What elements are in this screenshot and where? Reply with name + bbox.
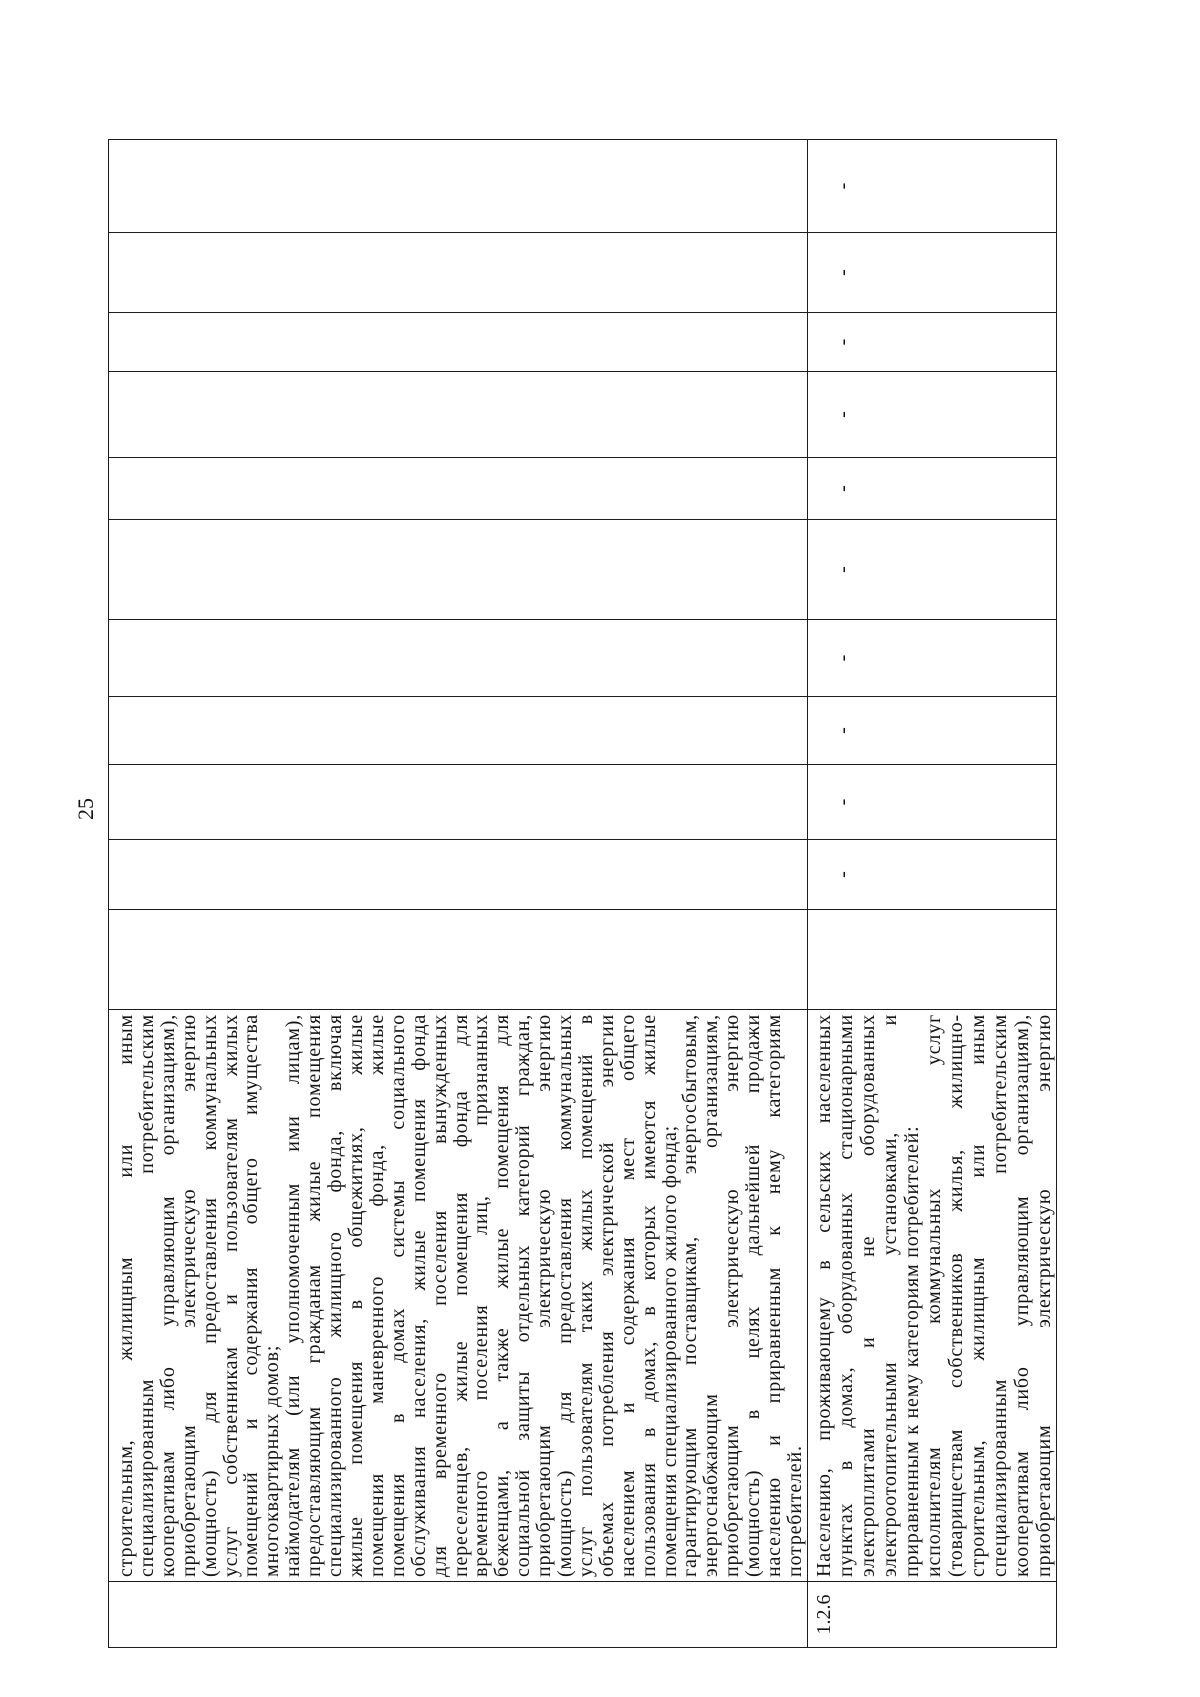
dash-mark: - [832,182,854,190]
value-box [808,910,1056,1009]
value-cell [109,458,808,520]
row-description [808,1010,1056,1581]
value-box [808,765,1056,839]
text-line: помещений и содержания общего имущества [240,1014,263,1577]
value-box [109,520,807,619]
text-line: гарантирующим поставщикам, энергосбытовым, [679,1014,702,1577]
value-box [808,620,1056,696]
value-cell [109,313,808,372]
value-box [109,910,807,1009]
value-cell [808,765,1057,840]
value-cell [808,233,1057,313]
value-box [808,520,1056,619]
text-line: услуг собственникам и пользователям жилых [219,1014,242,1577]
text-line: предоставляющим гражданам жилые помещения [303,1014,326,1577]
dash-mark: - [832,798,854,806]
text-line: приобретающим электрическую энергию [721,1014,744,1577]
text-line: жилые помещения в общежитиях, жилые [344,1014,367,1577]
value-box [109,372,807,457]
dash-mark: - [832,727,854,734]
value-box [109,620,807,696]
value-cell [808,697,1057,765]
value-cell [109,697,808,765]
row-description-cell [109,1010,808,1582]
value-box [808,140,1056,232]
value-cell [109,140,808,233]
row-description [109,1010,807,1581]
value-cell [109,840,808,910]
table-row [808,140,1057,1648]
value-cell [808,140,1057,233]
value-cell [109,372,808,458]
text-line: приобретающим электрическую энергию [1033,1014,1055,1577]
value-box [109,458,807,519]
text-line: электроотопительными установками, и [879,1014,901,1577]
text-line: специализированного жилищного фонда, включая [324,1014,347,1577]
dash-mark: - [832,411,854,418]
row-number: 1.2.6 [813,1594,835,1635]
value-cell [109,765,808,840]
text-line: кооперативам либо управляющим организациям), [1011,1014,1033,1577]
text-line: строительным, жилищным или иным [115,1014,137,1577]
table-row [109,140,808,1648]
value-box [808,233,1056,312]
text-line: пользования в домах, в которых имеются жилые [637,1014,660,1577]
value-box [808,372,1056,457]
row-description-cell [808,1010,1057,1582]
text-line: строительным, жилищным или иным [967,1014,989,1577]
text-line: социальной защиты отдельных категорий граждан, [512,1014,535,1577]
text-line: приобретающим электрическую энергию [533,1014,556,1577]
text-line: энергоснабжающим организациям, [700,1014,723,1577]
value-cell [808,840,1057,910]
value-cell [808,372,1057,458]
value-box [109,233,807,312]
text-line: помещения маневренного фонда, жилые [365,1014,388,1577]
row-number-cell [808,1582,1057,1648]
text-line: услуг пользователям таких жилых помещений в [574,1014,597,1577]
row-number-box [109,1582,807,1647]
text-line: (мощность) для предоставления коммунальных [554,1014,577,1577]
value-cell [109,520,808,620]
page-number: 25 [73,798,98,820]
text-line: специализированным потребительским [989,1014,1011,1577]
text-line: помещения специализированного жилого фонда; [658,1125,681,1577]
value-box [808,458,1056,519]
value-box [109,840,807,909]
dash-mark: - [832,871,854,878]
text-line: (товариществам собственников жилья, жилищно- [945,1014,967,1577]
dash-mark: - [832,269,854,276]
row-number-cell [109,1582,808,1648]
text-line: Населению, проживающему в сельских населенных [813,1014,835,1577]
table-body [109,140,1057,1648]
dash-mark: - [832,654,854,662]
row-number-box [808,1582,1056,1647]
text-line: населению и приравненным к нему категориям [763,1014,786,1577]
value-cell [109,910,808,1010]
value-cell [109,620,808,697]
text-line: обслуживания населения, жилые помещения фонда [407,1014,430,1577]
value-cell [808,620,1057,697]
text-line: приравненным к нему категориям потребителей: [901,1125,923,1577]
text-line: населением и содержания мест общего [616,1014,639,1577]
text-line: наймодателям (или уполномоченным ими лицам), [282,1014,305,1577]
text-line: беженцами, а также жилые помещения для [491,1014,514,1577]
text-line: специализированным потребительским [135,1014,158,1577]
value-box [109,765,807,839]
value-box [808,697,1056,764]
text-line: многоквартирных домов; [261,1344,284,1577]
text-line: (мощность) в целях дальнейшей продажи [742,1014,765,1577]
text-line: для временного поселения вынужденных [428,1014,451,1577]
value-box [109,140,807,232]
value-cell [808,458,1057,520]
tariff-table [108,139,1057,1648]
value-box [109,697,807,764]
value-cell [808,313,1057,372]
text-line: пунктах в домах, оборудованных стационарными [835,1014,857,1577]
text-line: переселенцев, жилые помещения фонда для [449,1014,472,1577]
text-line: приобретающим электрическую энергию [177,1014,200,1577]
dash-mark: - [832,338,854,346]
dash-mark: - [832,566,854,573]
value-box [808,840,1056,909]
value-cell [808,520,1057,620]
value-cell [808,910,1057,1010]
value-cell [109,233,808,313]
value-box [109,313,807,371]
text-line: электроплитами и не оборудованных [857,1014,879,1577]
text-line: исполнителям коммунальных услуг [923,1014,945,1577]
text-line: помещения в домах системы социального [386,1014,409,1577]
text-line: потребителей. [784,1445,806,1577]
text-line: объемах потребления электрической энергии [595,1014,618,1577]
text-line: кооперативам либо управляющим организациям), [156,1014,179,1577]
text-line: (мощность) для предоставления коммунальных [198,1014,221,1577]
dash-mark: - [832,485,854,492]
value-box [808,313,1056,371]
text-line: временного поселения лиц, признанных [470,1014,493,1577]
